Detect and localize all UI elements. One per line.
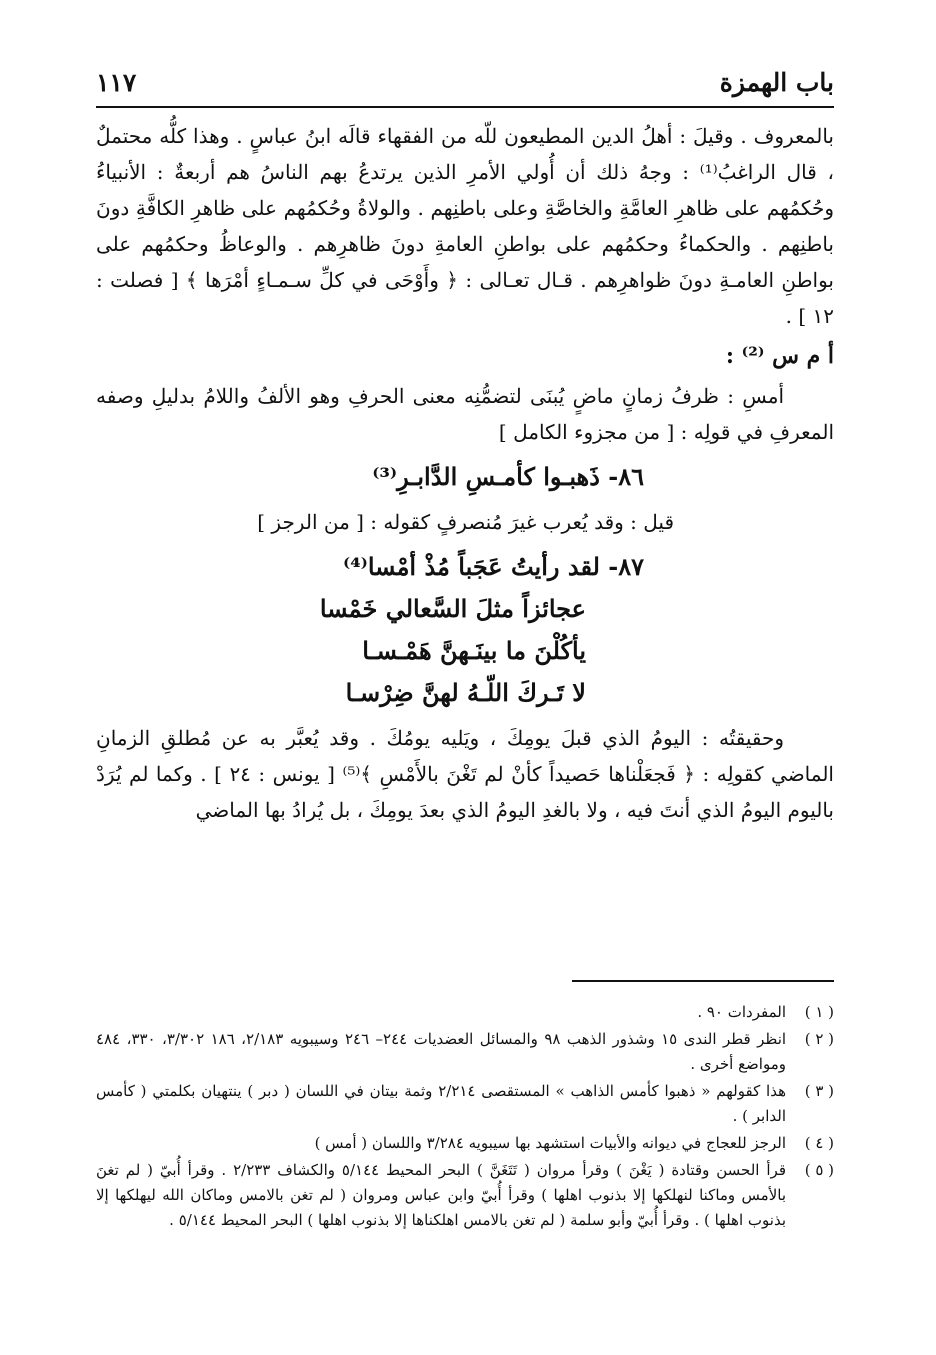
qil-line: قيل : وقد يُعرب غيرَ مُنصرفٍ كقوله : [ من الرجز ]	[257, 510, 674, 534]
verse-87	[96, 546, 834, 714]
footnote-4	[96, 1131, 834, 1156]
verse-86: ٨٦- ذَهبـوا كأمـسِ الدَّابـرِ⁽³⁾	[372, 462, 644, 491]
entry-heading: أ م س ⁽²⁾ :	[725, 343, 834, 369]
paragraph-2: أمسِ : ظرفُ زمانٍ ماضٍ يُبنَى لتضمُّنِه معنى الحرفِ وهو الألفُ واللامُ بدليلِ وصفه المعرفِ في قولِه : [ من مجزوء الكامل ]	[96, 384, 834, 444]
verse-87-line-4: لا تَـركَ اللّـهُ لهنَّ ضِرْسـا	[345, 678, 586, 707]
footnote-number: ( ٣ )	[804, 1082, 834, 1100]
footnote-2	[96, 1027, 834, 1077]
verse-87-line-2: عجائزاً مثلَ السَّعالي خَمْسا	[319, 594, 586, 623]
footnotes	[96, 1000, 834, 1235]
verse-87-line-3: يأكُلْنَ ما بينَـهنَّ هَمْـسـا	[362, 636, 586, 665]
paragraph-1: بالمعروف . وقيلَ : أهلُ الدين المطيعون للّه من الفقهاء قالَه ابنُ عباسٍ . وهذا كلُّه محتملٌ ، قال الراغبُ⁽¹⁾ : وجهُ ذلك أن أُولي الأمرِ الذين يرتدعُ بهم الناسُ هم أربعةٌ : الأنبياءُ وحُكمُهم على ظاهرِ العامَّةِ والخاصَّةِ وعلى باطنِهم . والولاةُ وحُكمُهم على ظاهرِ الكافَّةِ دونَ باطنِهم . والحكماءُ وحكمُهم على بواطنِ العامةِ دونَ ظاهرِهم . والوعاظُ وحكمُهم على بواطنِ العامـةِ دونَ ظواهرِهم . قـال تعـالى : ﴿ وأَوْحَى في كلِّ سـمـاءٍ أمْرَها ﴾ [ فصلت : ١٢ ] .	[96, 124, 834, 328]
page-header	[96, 62, 834, 106]
footnote-text: هذا كقولهم « ذهبوا كأمس الذاهب » المستقصى ٢/٢١٤ وثمة بيتان في اللسان ( دبر ) ينتهيان بكلمتي ( كأمس الدابر ) .	[96, 1082, 786, 1125]
footnote-3	[96, 1079, 834, 1129]
chapter-title: باب الهمزة	[719, 68, 834, 97]
header-divider	[96, 106, 834, 108]
main-text	[96, 118, 834, 828]
footnote-number: ( ١ )	[804, 1003, 834, 1021]
footnote-1	[96, 1000, 834, 1025]
verse-87-line-1: ٨٧- لقد رأيتُ عَجَباً مُذْ أمْسا⁽⁴⁾	[343, 552, 644, 581]
footnote-text: الرجز للعجاج في ديوانه والأبيات استشهد بها سيبويه ٣/٢٨٤ واللسان ( أمس )	[314, 1134, 786, 1152]
paragraph-3: وحقيقتُه : اليومُ الذي قبلَ يومِكَ ، ويَليه يومُكَ . وقد يُعبَّر به عن مُطلقِ الزمانِ الماضي كقولِه : ﴿ فَجعَلْناها حَصيداً كأنْ لم تَغْنَ بالأَمْسِ ﴾⁽⁵⁾ [ يونس : ٢٤ ] . وكما لم يُرَدْ باليوم اليومُ الذي أنتَ فيه ، ولا بالغدِ اليومُ الذي بعدَ يومِكَ ، بل يُرادُ بها الماضي	[96, 726, 834, 822]
footnote-number: ( ٢ )	[804, 1030, 834, 1048]
page-number: ١١٧	[96, 68, 137, 97]
footnote-text: قرأ الحسن وقتادة ( يَغْنَ ) وقرأ مروان ( تَتَغَنَّ ) البحر المحيط ٥/١٤٤ والكشاف ٢/٢٣٣ . وقرأ أُبيّ ( لم تغنَ بالأمس وماكنا لنهلكها إلا بذنوب اهلها ) وقرأ أُبيّ وابن عباس ومروان ( لم تغن بالامس وماكان الله ليهلكها إلا بذنوب اهلها ) . وقرأ أُبيّ وأبو سلمة ( لم تغن بالامس اهلكناها إلا بذنوب اهلها ) البحر المحيط ٥/١٤٤ .	[96, 1161, 786, 1229]
footnote-number: ( ٤ )	[804, 1134, 834, 1152]
footnote-number: ( ٥ )	[804, 1161, 834, 1179]
footnote-text: المفردات ٩٠ .	[697, 1003, 786, 1021]
footnote-divider	[572, 980, 834, 982]
footnote-5	[96, 1158, 834, 1233]
footnote-text: انظر قطر الندى ١٥ وشذور الذهب ٩٨ والمسائل العضديات ٢٤٤– ٢٤٦ وسيبويه ٢/١٨٣، ١٨٦ ٣/٣٠٢، ٣٣٠، ٤٨٤ ومواضع أخرى .	[96, 1030, 787, 1073]
